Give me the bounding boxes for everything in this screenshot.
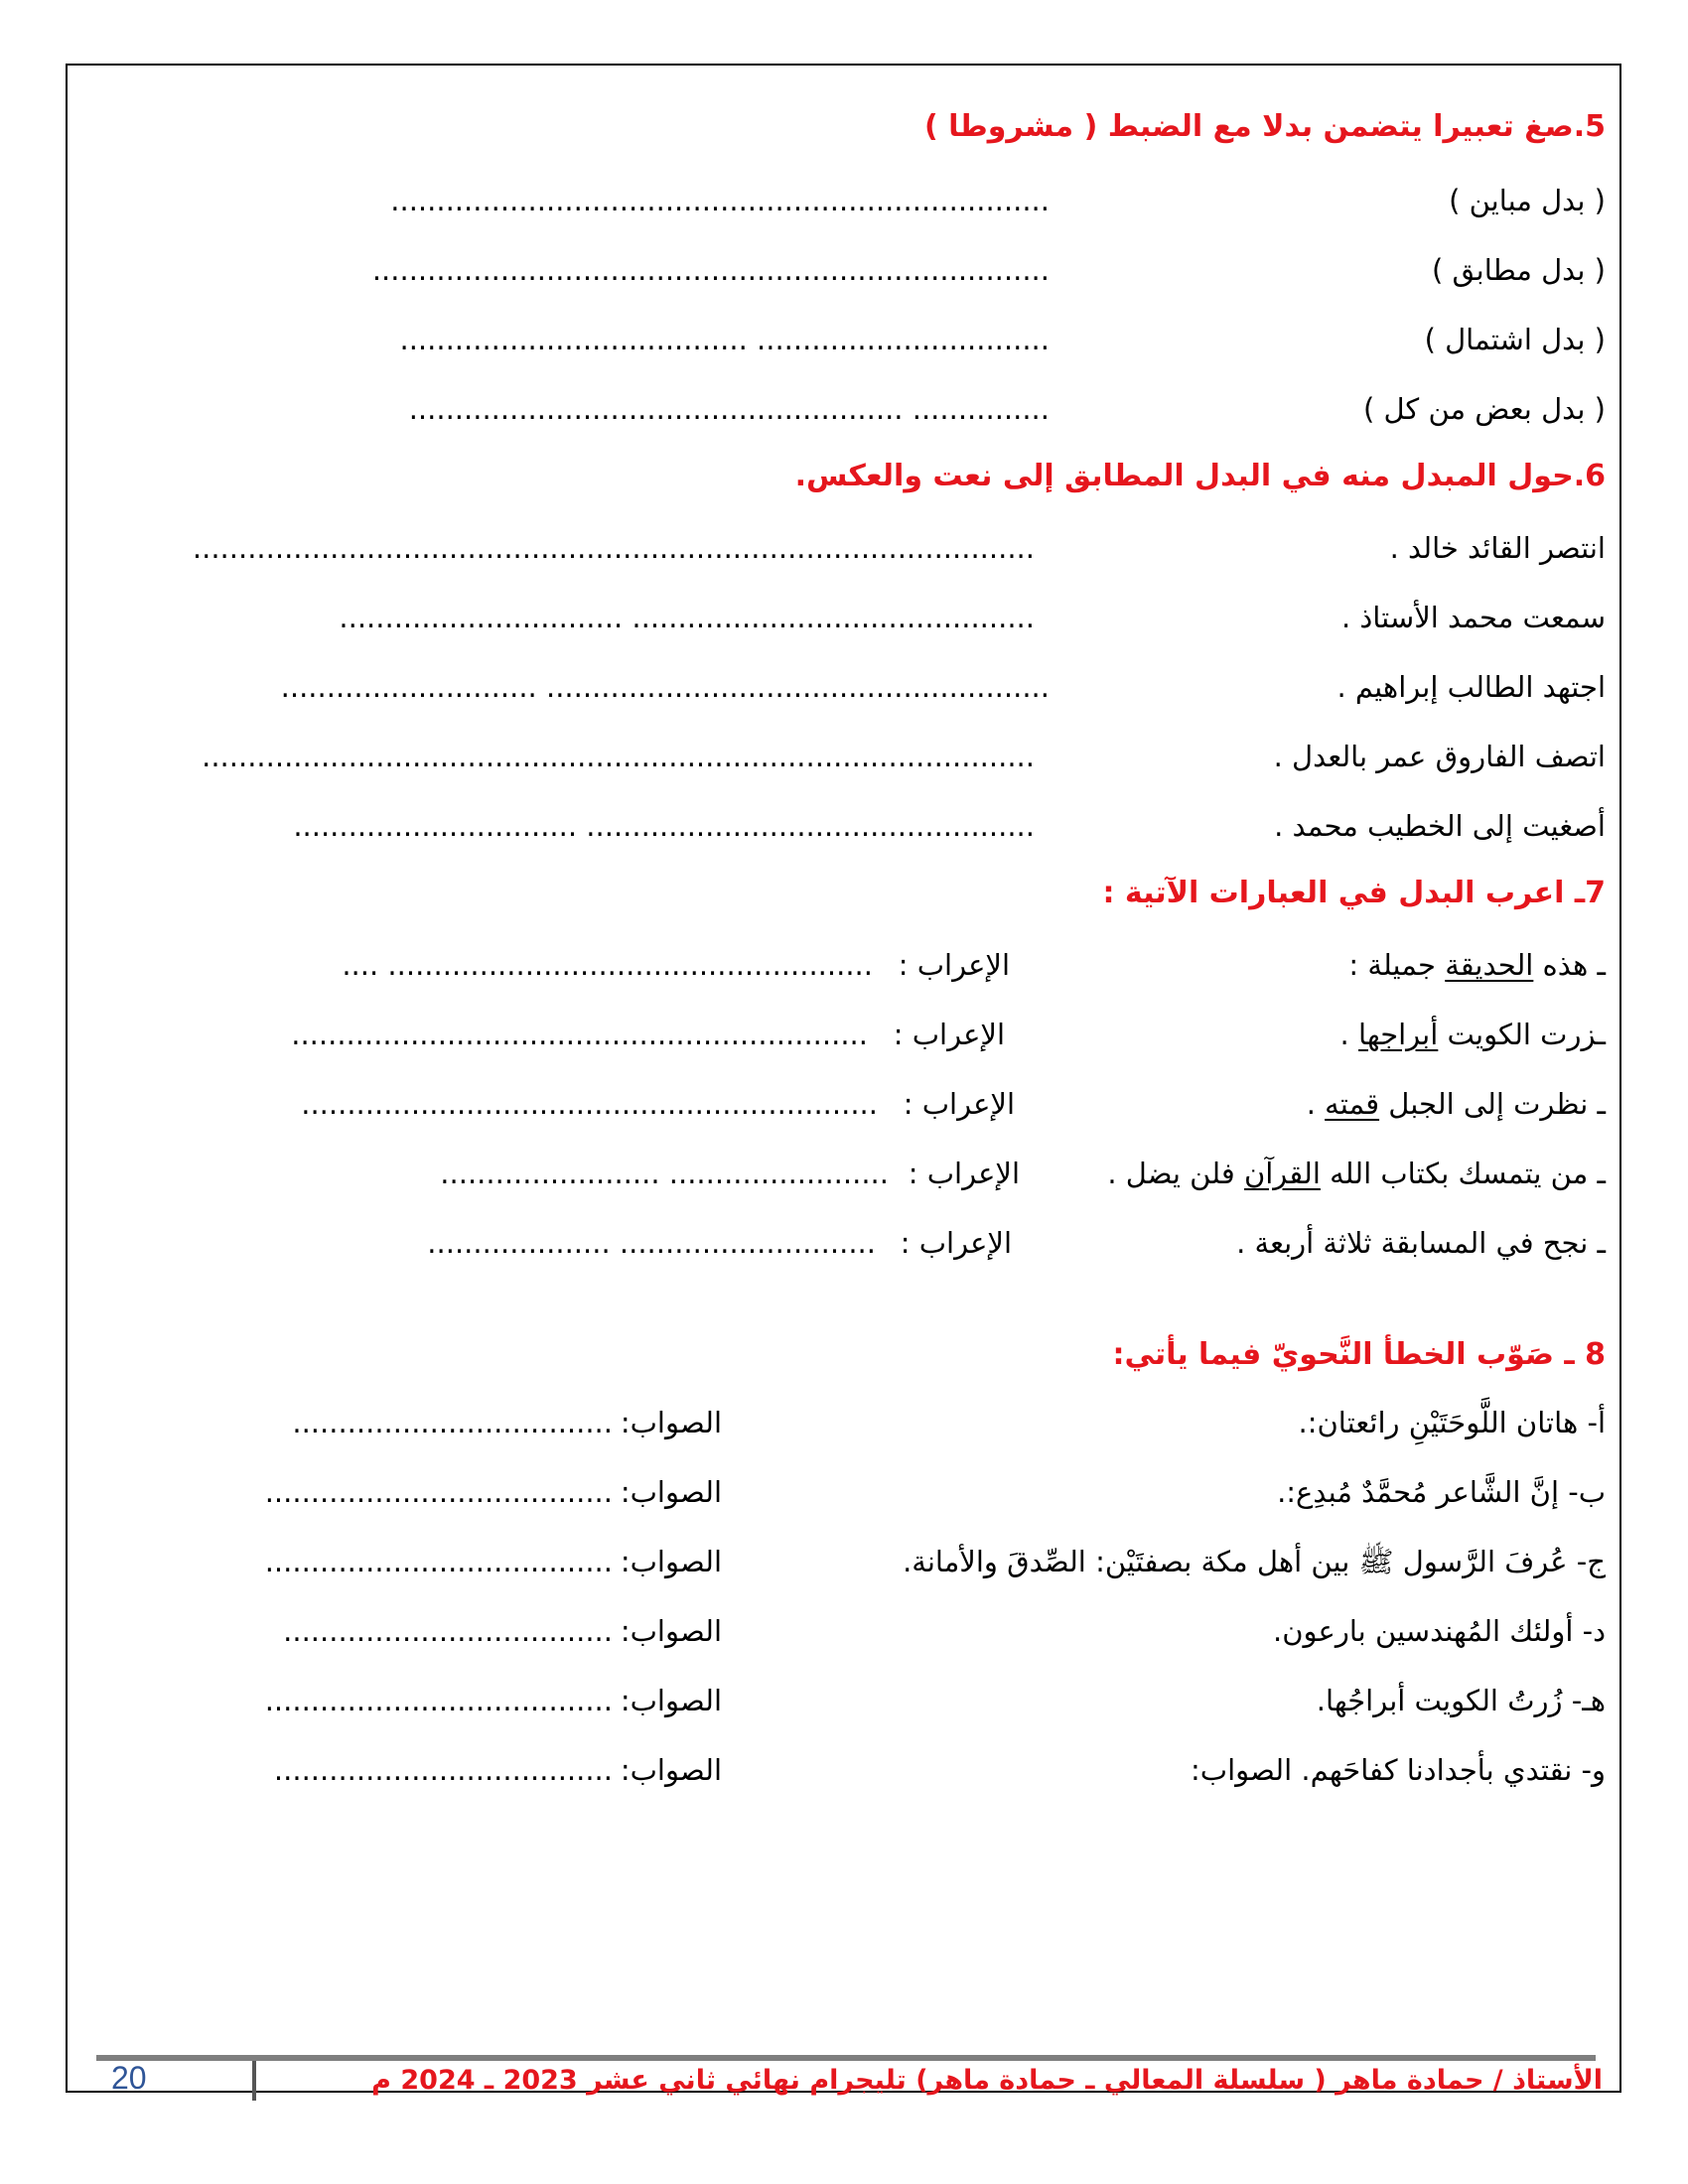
q8-sentence: ب- إنَّ الشَّاعر مُحمَّدٌ مُبدِع:. bbox=[1277, 1475, 1606, 1509]
irab-label: الإعراب : bbox=[900, 1226, 1012, 1260]
correct-label: الصواب: bbox=[620, 1614, 722, 1648]
answer-blank[interactable]: .......................................................................... bbox=[371, 253, 1050, 287]
q8-sentence: د- أولئك المُهندسين بارعون. bbox=[1273, 1614, 1606, 1648]
q6-sentence: اجتهد الطالب إبراهيم . bbox=[1336, 670, 1606, 704]
answer-blank[interactable]: ................................ ...................................... bbox=[399, 323, 1050, 356]
answer-blank[interactable]: ........................ ........................ bbox=[440, 1157, 889, 1190]
footer-divider bbox=[252, 2061, 256, 2101]
q6-sentence: سمعت محمد الأستاذ . bbox=[1340, 601, 1606, 634]
q5-label: ( بدل اشتمال ) bbox=[1424, 323, 1606, 356]
answer-blank[interactable]: ...................................... bbox=[264, 1545, 613, 1578]
q6-heading: 6.حول المبدل منه في البدل المطابق إلى نعت والعكس. bbox=[794, 459, 1606, 493]
answer-blank[interactable]: ............................................................... bbox=[301, 1087, 878, 1121]
irab-label: الإعراب : bbox=[903, 1087, 1015, 1121]
q7-heading: 7ـ اعرب البدل في العبارات الآتية : bbox=[1102, 876, 1606, 910]
q6-sentence: أصغيت إلى الخطيب محمد . bbox=[1274, 809, 1606, 843]
q7-sentence: ـ نظرت إلى الجبل قمته . bbox=[1306, 1087, 1606, 1121]
answer-blank[interactable]: ...................................... bbox=[264, 1684, 613, 1717]
answer-blank[interactable]: .................................... bbox=[283, 1614, 613, 1648]
answer-blank[interactable]: ..................................................... .... bbox=[342, 948, 873, 982]
correct-label: الصواب: bbox=[620, 1406, 722, 1439]
q7-sentence: ـزرت الكويت أبراجها . bbox=[1339, 1018, 1606, 1051]
correct-label: الصواب: bbox=[620, 1475, 722, 1509]
q8-sentence: هـ- زُرتُ الكويت أبراجُها. bbox=[1316, 1684, 1606, 1717]
irab-label: الإعراب : bbox=[908, 1157, 1020, 1190]
q7-sentence: ـ من يتمسك بكتاب الله القرآن فلن يضل . bbox=[1107, 1157, 1606, 1190]
q7-sentence: ـ هذه الحديقة جميلة : bbox=[1348, 948, 1606, 982]
answer-blank[interactable]: ................................................. ............................... bbox=[293, 809, 1035, 843]
answer-blank[interactable]: ............................................ ............................... bbox=[339, 601, 1035, 634]
irab-label: الإعراب : bbox=[898, 948, 1010, 982]
answer-blank[interactable]: ................................... bbox=[292, 1406, 613, 1439]
answer-blank[interactable]: ..................................... bbox=[273, 1753, 613, 1787]
footer-rule bbox=[96, 2055, 1596, 2061]
answer-blank[interactable]: ........................................................................................... bbox=[202, 740, 1035, 773]
q8-heading: 8 ـ صَوّب الخطأ النَّحويّ فيما يأتي: bbox=[1112, 1337, 1606, 1372]
q8-sentence: ج- عُرفَ الرَّسول ﷺ بين أهل مكة بصفتَيْن: الصِّدقَ والأمانة. bbox=[903, 1545, 1606, 1578]
correct-label: الصواب: bbox=[620, 1684, 722, 1717]
q7-sentence: ـ نجح في المسابقة ثلاثة أربعة . bbox=[1236, 1226, 1606, 1260]
q6-sentence: اتصف الفاروق عمر بالعدل . bbox=[1273, 740, 1606, 773]
answer-blank[interactable]: ....................................................... ............................ bbox=[280, 670, 1050, 704]
q8-sentence: أ- هاتان اللَّوحَتَيْنِ رائعتان:. bbox=[1298, 1406, 1606, 1439]
answer-blank[interactable]: ............................................................................................ bbox=[192, 531, 1035, 565]
page-number: 20 bbox=[111, 2060, 147, 2096]
answer-blank[interactable]: ............................................................... bbox=[291, 1018, 868, 1051]
correct-label: الصواب: bbox=[620, 1545, 722, 1578]
q6-sentence: انتصر القائد خالد . bbox=[1389, 531, 1606, 565]
footer-text: الأستاذ / حمادة ماهر ( سلسلة المعالي ـ حمادة ماهر) تليجرام نهائي ثاني عشر 2023 ـ 2024 م bbox=[371, 2065, 1603, 2096]
answer-blank[interactable]: ........................................................................ bbox=[390, 184, 1050, 217]
irab-label: الإعراب : bbox=[893, 1018, 1005, 1051]
answer-blank[interactable]: ...................................... bbox=[264, 1475, 613, 1509]
q5-label: ( بدل مطابق ) bbox=[1431, 253, 1606, 287]
answer-blank[interactable]: ............... ...................................................... bbox=[408, 392, 1050, 426]
correct-label: الصواب: bbox=[620, 1753, 722, 1787]
q5-heading: 5.صغ تعبيرا يتضمن بدلا مع الضبط ( مشروطا ) bbox=[924, 109, 1606, 144]
answer-blank[interactable]: ............................ .................... bbox=[427, 1226, 876, 1260]
q5-label: ( بدل مباين ) bbox=[1449, 184, 1606, 217]
q8-sentence: و- نقتدي بأجدادنا كفاحَهم. الصواب: bbox=[1191, 1753, 1606, 1787]
q5-label: ( بدل بعض من كل ) bbox=[1362, 392, 1606, 426]
